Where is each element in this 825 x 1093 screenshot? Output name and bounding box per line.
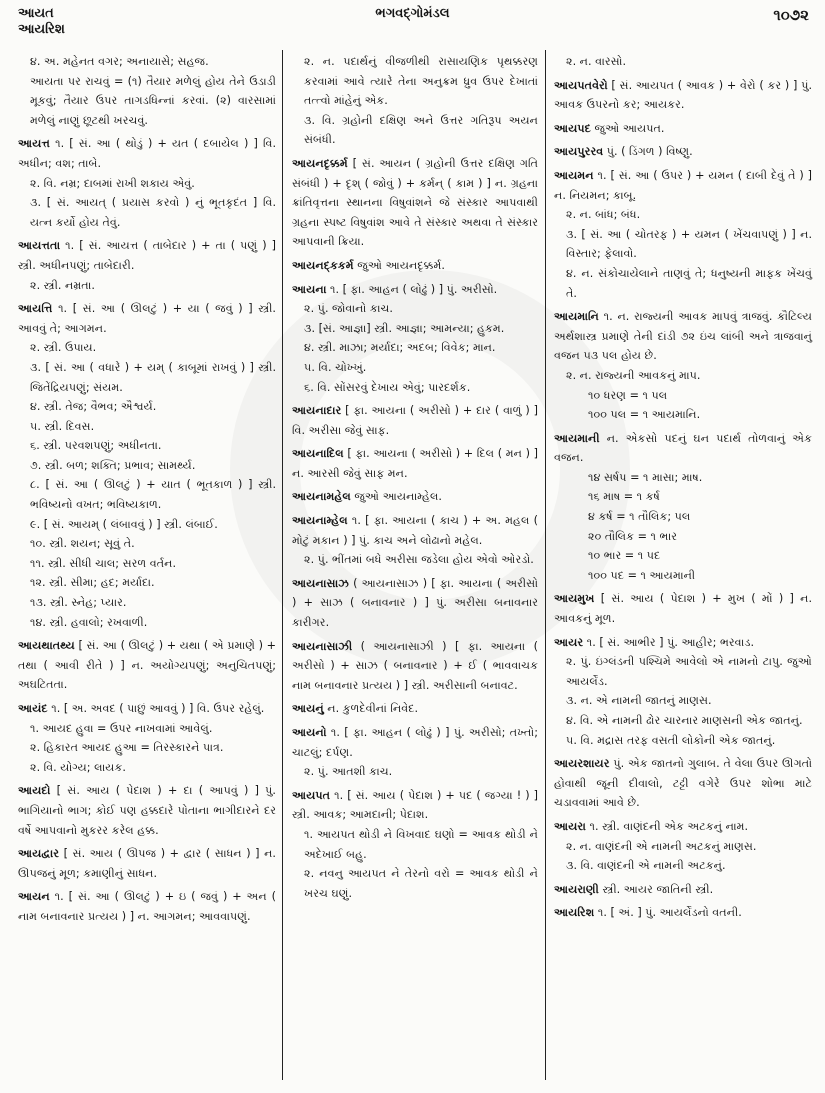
headword: આયમાની [554, 431, 600, 445]
sub-sense: ૨. સ્ત્રી. નમ્રતા. [30, 278, 95, 292]
headword: આયપત [292, 788, 331, 802]
entry-definition [292, 487, 538, 507]
definition-text: ૪. અ. મહેનત વગર; અનાયાસે; સહજ. [30, 55, 209, 68]
definition-text: ન. એકસો પદનું ઘન પદાર્થ તોળવાનું એક વજન. [554, 431, 812, 465]
dictionary-entry [292, 637, 538, 696]
dictionary-entry [292, 154, 538, 252]
definition-text: પું. એક જાતનો ગુલાબ. તે વેલા ઉપર ઊગતો હોવાથી જૂની દીવાલો, ટટ્ટી વગેરે ઉપર શોભા માટે ચડાવવામાં આવે છે. [554, 757, 813, 810]
dictionary-entry [554, 903, 812, 923]
dictionary-entry [554, 633, 812, 751]
headword: આયપદ [554, 121, 591, 135]
headword: આયનો [292, 726, 327, 739]
dictionary-entry [18, 699, 276, 777]
definition-text: [ સં. આય ( પેદાશ ) + દા ( આપવું ) ] પું. ભાગિયાનો ભાગ; કોઈ પણ હક્કદારે પોતાના ભાગીદારને દર વર્ષે આપવાનો મુકરર કરેલ હક્ક. [18, 784, 276, 837]
sub-sense: ૫. વિ. ચોખ્ખું. [304, 360, 367, 374]
dictionary-entry [292, 723, 538, 782]
definition-text: [ સં. આ ( ઊલટું ) + યથા ( એ પ્રમાણે ) + તથા ( આવી રીતે ) ] ન. અયોગ્યપણું; અનુચિતપણું; અઘટિતતા. [18, 639, 276, 692]
headword: આયત્તતા [18, 239, 61, 253]
entry-definition [18, 134, 276, 173]
column-divider-2 [545, 50, 546, 1080]
headword: આયદો [18, 784, 51, 798]
sub-sense: ૯. [ સં. આયમ્ ( લંબાવવું ) ] સ્ત્રી. લંબાઈ. [30, 517, 218, 531]
sub-sense: ૨. વિ. યોગ્ય; લાયક. [30, 760, 126, 774]
entry-definition [292, 786, 538, 825]
headword: આયનામ્હેલ [292, 514, 348, 528]
entry-definition [18, 844, 276, 883]
definition-text: ૧. [ અ. અવદ ( પાછું આવવું ) ] વિ. ઉપર રહેલું. [51, 702, 265, 715]
dictionary-entry [18, 781, 276, 840]
measure-equivalence: ૧૪ સર્ષપ = ૧ માસા; માષ. [588, 470, 703, 484]
headword: આયપતવેરો [554, 78, 608, 92]
sub-sense: ૩. ન. એ નામની જાતનું માણસ. [566, 694, 712, 708]
dictionary-entry [292, 511, 538, 570]
measure-equivalence: ૧૦૦ પદ = ૧ આયમાની [588, 568, 696, 582]
sub-sense: ૩. વિ. ગ્રહોની દક્ષિણ અને ઉત્તર ગતિરૂપ અયન સંબંધી. [304, 113, 538, 147]
sub-sense: ૨. વિ. નમ્ર; દાબમાં રાખી શકાય એવું. [30, 176, 195, 190]
guide-word-first: આયત [18, 6, 54, 21]
headword: આયનાસાઝી [292, 639, 353, 653]
headword: આયથાતથ્ય [18, 639, 75, 653]
dictionary-entry [554, 76, 812, 115]
entry-definition [554, 429, 812, 468]
headword: આયનામહેલ [292, 490, 351, 504]
headword: આયમન [554, 168, 594, 182]
definition-text: ૧. [ સં. આ ( થોડું ) + યત ( દબાયેલ ) ] વિ. અધીન; વશ; તાબે. [18, 137, 276, 170]
entry-definition [292, 280, 538, 300]
definition-text: ન. કુળદેવીનાં નિવેદ. [327, 702, 419, 716]
entry-definition [292, 723, 538, 762]
entry-definition [18, 236, 276, 275]
sub-sense: ૨. પું. જોવાનો કાચ. [304, 302, 393, 316]
dictionary-entry [292, 699, 538, 719]
entry-definition [554, 754, 812, 813]
headword: આયનાદિલ [292, 447, 344, 461]
definition-text: જુઓ આયનદૃક્કર્મ. [357, 258, 445, 272]
definition-text: ( આયનાસાઝ ) [ ફા. આયના ( અરીસો ) + સાઝ ( બનાવનાર ) ] પું. અરીસા બનાવનાર કારીગર. [292, 576, 538, 630]
entry-definition [18, 781, 276, 840]
headword: આયરાણી [554, 882, 599, 896]
sub-sense: ૨. નવનુ આયપત ને તેરનો વરો = આવક થોડી ને ખરચ ઘણું. [304, 867, 538, 900]
dictionary-entry [554, 429, 812, 586]
definition-text: જુઓ આયનામ્હેલ. [354, 490, 442, 504]
column-3 [554, 52, 812, 927]
dictionary-entry [292, 52, 538, 150]
sub-sense: ૩. [ સં. આયત્ ( પ્રયાસ કરવો ) નું ભૂતકૃદંત ] વિ. યત્ન કર્યો હોય તેવું. [30, 196, 276, 229]
sub-sense: ૨. સ્ત્રી. ઉપાય. [30, 341, 97, 355]
dictionary-entry [292, 256, 538, 276]
sub-sense: ૧૪. સ્ત્રી. હવાલો; રખવાળી. [30, 615, 148, 629]
definition-text: પું. ( ડિંગળ ) વિષ્ણુ. [606, 145, 693, 159]
dictionary-entry [292, 487, 538, 507]
definition-text: ૧. [ ફા. આહન ( લોઢું ) ] પું. અરીસો. [330, 282, 498, 296]
entry-definition [554, 142, 812, 162]
sub-sense: ૬. સ્ત્રી. પરવશપણું; અધીનતા. [30, 439, 162, 453]
sub-sense: ૮. [ સં. આ ( ઊલટું ) + યાત ( ભૂતકાળ ) ] સ્ત્રી. ભવિષ્યનો વખત; ભવિષ્યકાળ. [30, 478, 276, 512]
measure-equivalence: ૧૬ માષ = ૧ કર્ષ [588, 490, 660, 504]
dictionary-entry [18, 887, 276, 926]
sub-sense: ૪. ન. સંકોચાયેલાને તાણવું તે; ધનુષ્યની માફક ખેંચવું તે. [566, 266, 812, 300]
sub-sense: ૫. સ્ત્રી. દિવસ. [30, 419, 95, 433]
sub-sense: ૧૦. સ્ત્રી. શયન; સૂવું તે. [30, 537, 135, 551]
definition-text: ૧. ન. રાજ્યની આવક માપવું ત્રાજવું. કૌટિલ્ય અર્થશાસ્ત્ર પ્રમાણે તેની દાંડી ૭૨ ઇંચ લાંબી અને ત્રાજવાનું વજન ૫૩ પલ હોય છે. [554, 310, 812, 363]
definition-text: ૧. [ સં. આયત્ત ( તાબેદાર ) + તા ( પણું ) ] સ્ત્રી. અધીનપણું; તાબેદારી. [18, 239, 276, 272]
sub-sense: ૨. પું. ઇંગ્લંડની પશ્ચિમે આવેલો એ નામનો ટાપુ. જુઓ આયર્લેંડ. [566, 655, 812, 688]
headword: આયરિશ [554, 906, 595, 920]
column-2 [292, 52, 538, 907]
headword: આયનું [292, 702, 324, 716]
headword: આયના [292, 282, 327, 296]
sub-sense: ૨. ન. બાંધ; બંધ. [566, 208, 641, 222]
dictionary-entry [292, 444, 538, 483]
entry-definition [292, 401, 538, 440]
headword: આયરશાયર [554, 757, 610, 771]
sub-sense: ૩. વિ. વાણંદની એ નામની અટકનું. [566, 859, 726, 873]
definition-text: ૧. [ સં. આભીર ] પું. આહીર; ભરવાડ. [586, 635, 755, 649]
entry-definition [554, 307, 812, 366]
entry-definition [18, 636, 276, 695]
entry-definition [554, 166, 812, 205]
sub-sense: ૧૨. સ્ત્રી. સીમા; હદ; મર્યાદા. [30, 576, 155, 590]
definition-text: ૧. સ્ત્રી. વાણંદની એક અટકનું નામ. [589, 819, 749, 833]
headword: આયન [18, 890, 50, 904]
measure-equivalence: ૧૦ ભાર = ૧ પદ [588, 549, 661, 563]
sub-sense: ૩. [સં. આજ્ઞા] સ્ત્રી. આજ્ઞા; આમન્યા; હુકમ. [304, 321, 505, 335]
sub-sense: આયતા પર રાચવું = (૧) તૈયાર મળેલું હોય તેને ઉડાડી મૂકવું; તૈયાર ઉપર તાગડધિન્નાં કરવાં. (૨) વારસામાં મળેલું નાણું છૂટથી ખરચવું. [30, 74, 276, 127]
sub-sense: ૪. સ્ત્રી. તેજ; વૈભવ; ઐશ્વર્ય. [30, 400, 157, 414]
dictionary-entry [554, 52, 812, 72]
definition-text: ૧. [ સં. આ ( ઊલટું ) + યા ( જવું ) ] સ્ત્રી. આવવું તે; આગમન. [18, 302, 276, 335]
definition-text: ૧. [ સં. આ ( ઉપર ) + યમન ( દાબી દેવું તે ) ] ન. નિયમન; કાબૂ. [554, 168, 813, 202]
entry-definition [554, 76, 812, 115]
measure-equivalence: ૧૦૦ પલ = ૧ આયમાનિ. [588, 408, 701, 422]
entry-definition [18, 887, 276, 926]
entry-definition [292, 511, 538, 550]
dictionary-entry [18, 236, 276, 295]
entry-definition [18, 299, 276, 338]
definition-text: ૨. ન. પદાર્થનું વીજળીથી રાસાયણિક પૃથક્કરણ કરવામાં આવે ત્યારે તેના અનુક્રમ ધ્રુવ ઉપર દેખાતાં તત્ત્વો માંહેનું એક. [304, 55, 538, 108]
sub-sense: ૫. વિ. મદ્રાસ તરફ વસતી લોકોની એક જાતનું. [566, 733, 776, 747]
dictionary-entry [554, 307, 812, 425]
headword: આયમાનિ [554, 310, 599, 324]
entry-definition [292, 574, 538, 633]
sub-sense: ૩. [ સં. આ ( વધારે ) + યમ્ ( કાબૂમાં રાખવું ) ] સ્ત્રી. જિતેંદ્રિયપણું; સંયમ. [30, 360, 276, 394]
headword: આયર [554, 635, 584, 649]
entry-definition [554, 633, 812, 653]
sub-sense: ૪. વિ. એ નામની ઢોર ચારનાર માણસની એક જાતનું. [566, 714, 803, 727]
sub-sense: ૧૩. સ્ત્રી. સ્નેહ; પ્યાર. [30, 596, 127, 610]
headword: આયત્તિ [18, 302, 53, 316]
dictionary-entry [18, 134, 276, 232]
headword: આયત્ત [18, 137, 50, 151]
dictionary-entry [292, 280, 538, 398]
sub-sense: ૪. સ્ત્રી. માઝા; મર્યાદા; અદબ; વિવેક; માન. [304, 341, 496, 355]
sub-sense: ૭. સ્ત્રી. બળ; શક્તિ; પ્રભાવ; સામર્થ્ય. [30, 458, 196, 472]
dictionary-entry [292, 574, 538, 633]
definition-text: [ સં. આયન ( ગ્રહોની ઉત્તર દક્ષિણ ગતિ સંબંધી ) + દૃશ્ ( જોવું ) + કર્મન્ ( કામ ) ] ન. ગ્રહના ક્રાંતિવૃત્તના સ્થાનના વિષુવાંશને જે સંસ્કાર આપવાથી ગ્રહના સ્પષ્ટ વિષુવાંશ આવે તે સંસ્કાર અથવા તે સંસ્કાર આપવાની ક્રિયા. [292, 156, 539, 249]
dictionary-entry [18, 844, 276, 883]
sub-sense: ૨. પું. આતશી કાચ. [304, 765, 393, 779]
entry-definition [18, 52, 276, 72]
definition-text: ૧. [ સં. આય ( પેદાશ ) + પદ ( જગ્યા ! ) ] સ્ત્રી. આવક; આમદાની; પેદાશ. [292, 788, 538, 822]
definition-text: ૧. [ ફા. આયના ( કાચ ) + અ. મહલ ( મોટું મકાન ) ] પું. કાચ અને લોઢાનો મહેલ. [292, 514, 538, 547]
sub-sense: ૨. પું. ભીંતમાં બધે અરીસા જડેલા હોય એવો ઓરડો. [304, 553, 534, 567]
dictionary-entry [554, 119, 812, 139]
definition-text: ૨. ન. વારસો. [566, 55, 627, 68]
headword: આયનદૃક્કર્મ [292, 156, 348, 170]
sub-sense: ૧૧. સ્ત્રી. સીધી ચાલ; સરળ વર્તન. [30, 556, 177, 570]
guide-word-last: આયરિશ [18, 22, 65, 37]
page-header [0, 0, 825, 48]
dictionary-entry [554, 817, 812, 876]
entry-definition [554, 903, 812, 923]
dictionary-entry [18, 299, 276, 632]
entry-definition [292, 699, 538, 719]
dictionary-entry [554, 880, 812, 900]
definition-text: [ સં. આય ( પેદાશ ) + મુખ ( મોં ) ] ન. આવકનું મૂળ. [554, 592, 812, 626]
definition-text: [ ફા. આયના ( અરીસો ) + દાર ( વાળું ) ] વિ. અરીસા જેવું સાફ. [292, 404, 539, 437]
headword: આયદ્વાર [18, 847, 60, 861]
page-number: ૧૦૭૨ [773, 6, 809, 24]
definition-text: ૧. [ અં. ] પું. આયર્લેંડનો વતની. [597, 906, 742, 920]
entry-definition [292, 154, 538, 252]
headword: આયનદ્કકર્મ [292, 258, 354, 272]
sub-sense: ૨. હિકારત આયદ હુઆ = તિરસ્કારને પાત્ર. [30, 741, 224, 755]
sub-sense: ૨. ન. રાજ્યની આવકનું માપ. [566, 368, 701, 382]
dictionary-entry [18, 52, 276, 130]
dictionary-entry [292, 401, 538, 440]
headword: આયંદ [18, 702, 48, 715]
sub-sense: ૨. ન. વાણંદની એ નામની અટકનું માણસ. [566, 839, 757, 853]
entry-definition [554, 880, 812, 900]
dictionary-entry [554, 589, 812, 628]
entry-definition [554, 589, 812, 628]
sub-sense: ૩. [ સં. આ ( ચોતરફ ) + યમન ( ખેંચવાપણું ) ] ન. વિસ્તાર; ફેલાવો. [566, 227, 812, 261]
dictionary-entry [554, 754, 812, 813]
definition-text: [ સં. આયપત ( આવક ) + વેરો ( કર ) ] પું. આવક ઉપરનો કર; આયકર. [554, 78, 813, 112]
definition-text: જુઓ આયપત. [594, 121, 665, 135]
measure-equivalence: ૧૦ ધરણ = ૧ પલ [588, 388, 668, 402]
definition-text: ૧. [ ફા. આહન ( લોઢું ) ] પું. અરીસો; તખ્તો; ચાટલું; દર્પણ. [292, 726, 538, 759]
entry-definition [292, 637, 538, 696]
definition-text: [ સં. આય ( ઊપજ ) + દ્વાર ( સાધન ) ] ન. ઊપજનું મૂળ; કમાણીનું સાધન. [18, 847, 276, 880]
headword: આયપુરરવ [554, 145, 604, 159]
definition-text: [ ફા. આયના ( અરીસો ) + દિલ ( મન ) ] ન. આરસી જેવું સાફ મન. [292, 447, 538, 480]
entry-definition [554, 817, 812, 837]
dictionary-entry [554, 142, 812, 162]
column-divider-1 [282, 50, 283, 1080]
measure-equivalence: ૪ કર્ષ = ૧ તૌલિક; પલ [588, 510, 691, 524]
entry-definition [292, 444, 538, 483]
definition-text: ( આયનાસાઝી ) [ ફા. આયના ( અરીસો ) + સાઝ ( બનાવનાર ) + ઈ ( ભાવવાચક નામ બનાવનાર પ્રત્યય ) ] સ્ત્રી. અરીસાની બનાવટ. [292, 639, 538, 692]
definition-text: સ્ત્રી. આયર જાતિની સ્ત્રી. [602, 882, 714, 896]
definition-text: ૧. [ સં. આ ( ઊલટું ) + ઇ ( જવું ) + અન ( નામ બનાવનાર પ્રત્યય ) ] ન. આગમન; આવવાપણું. [18, 890, 276, 923]
sub-sense: ૬. વિ. સોંસરવું દેખાય એવું; પારદર્શક. [304, 380, 471, 394]
dictionary-entry [554, 166, 812, 303]
entry-definition [292, 52, 538, 111]
column-1 [18, 52, 276, 931]
dictionary-entry [292, 786, 538, 904]
headword: આયનાસાઝ [292, 576, 349, 590]
book-title: ભગવદ્ગોમંડલ [375, 6, 450, 21]
entry-definition [18, 699, 276, 719]
dictionary-entry [18, 636, 276, 695]
entry-definition [554, 119, 812, 139]
entry-definition [554, 52, 812, 72]
sub-sense: ૧. આયપત થોડી ને વિખવાદ ઘણો = આવક થોડી ને અદેખાઈ બહુ. [304, 827, 538, 861]
headword: આયરા [554, 819, 586, 833]
headword: આયનાદાર [292, 404, 342, 418]
headword: આયમુખ [554, 592, 595, 606]
sub-sense: ૧. આયદ હુવા = ઉપર નાખવામાં આવેલું. [30, 721, 213, 735]
entry-definition [292, 256, 538, 276]
measure-equivalence: ૨૦ તૌલિક = ૧ ભાર [588, 529, 678, 543]
